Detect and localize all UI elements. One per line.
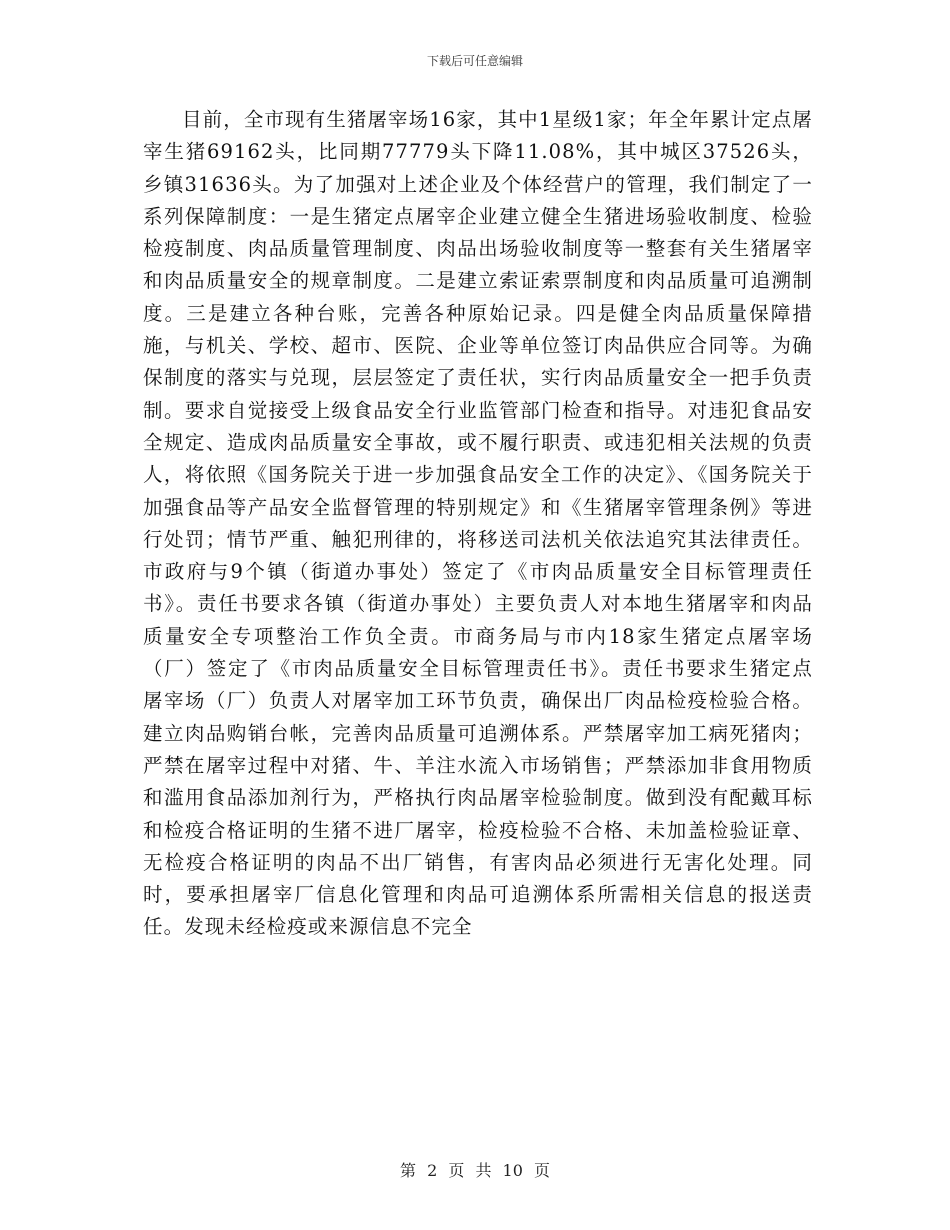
page-number: 第 2 页 共 10 页 (400, 1161, 550, 1180)
page-header-note: 下载后可任意编辑 (426, 54, 523, 68)
body-paragraph: 目前，全市现有生猪屠宰场16家，其中1星级1家；年全年累计定点屠宰生猪69162头，比同期77779头下降11.08%，其中城区37526头，乡镇31636头。为了加强对上述企业及个体经营户的管理，我们制定了一系列保障制度：一是生猪定点屠宰企业建立健全生猪进场验收制度、检验检疫制度、肉品质量管理制度、肉品出场验收制度等一整套有关生猪屠宰和肉品质量安全的规章制度。二是建立索证索票制度和肉品质量可追溯制度。三是建立各种台账，完善各种原始记录。四是健全肉品质量保障措施，与机关、学校、超市、医院、企业等单位签订肉品供应合同等。为确保制度的落实与兑现，层层签定了责任状，实行肉品质量安全一把手负责制。要求自觉接受上级食品安全行业监管部门检查和指导。对违犯食品安全规定、造成肉品质量安全事故，或不履行职责、或违犯相关法规的负责人，将依照《国务院关于进一步加强食品安全工作的决定》、《国务院关于加强食品等产品安全监督管理的特别规定》和《生猪屠宰管理条例》等进行处罚；情节严重、触犯刑律的，将移送司法机关依法追究其法律责任。市政府与9个镇（街道办事处）签定了《市肉品质量安全目标管理责任书》。责任书要求各镇（街道办事处）主要负责人对本地生猪屠宰和肉品质量安全专项整治工作负全责。市商务局与市内18家生猪定点屠宰场（厂）签定了《市肉品质量安全目标管理责任书》。责任书要求生猪定点屠宰场（厂）负责人对屠宰加工环节负责，确保出厂肉品检疫检验合格。建立肉品购销台帐，完善肉品质量可追溯体系。严禁屠宰加工病死猪肉；严禁在屠宰过程中对猪、牛、羊注水流入市场销售；严禁添加非食用物质和滥用食品添加剂行为，严格执行肉品屠宰检验制度。做到没有配戴耳标和检疫合格证明的生猪不进厂屠宰，检疫检验不合格、未加盖检验证章、无检疫合格证明的肉品不出厂销售，有害肉品必须进行无害化处理。同时，要承担屠宰厂信息化管理和肉品可追溯体系所需相关信息的报送责任。发现未经检疫或来源信息不完全 (143, 108, 813, 939)
